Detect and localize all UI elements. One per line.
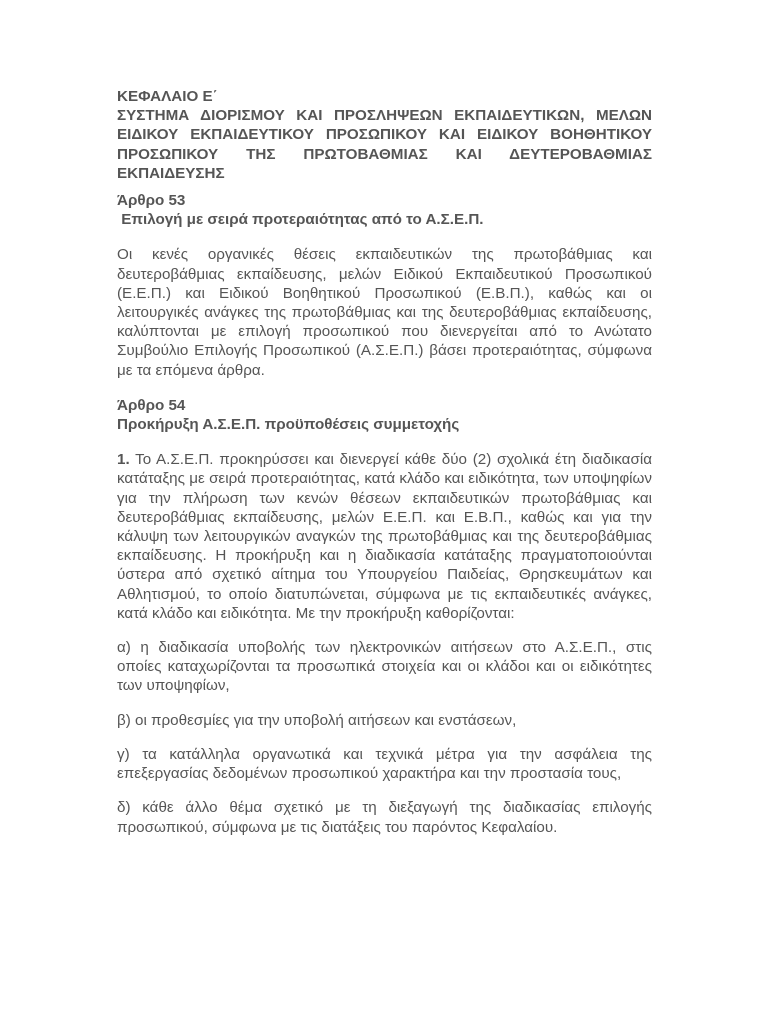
article-53-title: Επιλογή με σειρά προτεραιότητας από το Α.Σ.Ε.Π. bbox=[117, 211, 484, 229]
document-page bbox=[117, 87, 652, 852]
article-54-header bbox=[117, 396, 652, 434]
list-item-a: α) η διαδικασία υποβολής των ηλεκτρονικών αιτήσεων στο Α.Σ.Ε.Π., στις οποίες καταχωρίζονται τα προσωπικά στοιχεία και οι κλάδοι και οι ειδικότητες των υποψηφίων, bbox=[117, 639, 652, 695]
chapter-label: ΚΕΦΑΛΑΙΟ Ε΄ bbox=[117, 88, 218, 105]
article-53-body: Οι κενές οργανικές θέσεις εκπαιδευτικών της πρωτοβάθμιας και δευτεροβάθμιας εκπαίδευσης, μελών Ειδικού Εκπαιδευτικού Προσωπικού (Ε.Ε.Π.) και Ειδικού Βοηθητικού Προσωπικού (Ε.Β.Π.), καθώς και οι λειτουργικές ανάγκες της πρωτοβάθμιας και της δευτεροβάθμιας εκπαίδευσης, καλύπτονται με επιλογή προσωπικού που διενεργείται από το Ανώτατο Συμβούλιο Επιλογής Προσωπικού (Α.Σ.Ε.Π.) βάσει προτεραιότητας, σύμφωνα με τα επόμενα άρθρα. bbox=[117, 246, 652, 379]
article-54-paragraph-1 bbox=[117, 450, 652, 623]
article-53-number: Άρθρο 53 bbox=[117, 192, 186, 210]
chapter-header bbox=[117, 87, 652, 183]
chapter-title: ΣΥΣΤΗΜΑ ΔΙΟΡΙΣΜΟΥ ΚΑΙ ΠΡΟΣΛΗΨΕΩΝ ΕΚΠΑΙΔΕΥΤΙΚΩΝ, ΜΕΛΩΝ ΕΙΔΙΚΟΥ ΕΚΠΑΙΔΕΥΤΙΚΟΥ ΠΡΟΣΩΠΙΚΟΥ ΚΑΙ ΕΙΔΙΚΟΥ ΒΟΗΘΗΤΙΚΟΥ ΠΡΟΣΩΠΙΚΟΥ ΤΗΣ ΠΡΩΤΟΒΑΘΜΙΑΣ ΚΑΙ ΔΕΥΤΕΡΟΒΑΘΜΙΑΣ ΕΚΠΑΙΔΕΥΣΗΣ bbox=[117, 107, 652, 182]
list-item-c: γ) τα κατάλληλα οργανωτικά και τεχνικά μέτρα για την ασφάλεια της επεξεργασίας δεδομένων προσωπικού χαρακτήρα και την προστασία τους, bbox=[117, 745, 652, 783]
article-53-header bbox=[117, 191, 652, 229]
article-54-title: Προκήρυξη Α.Σ.Ε.Π. προϋποθέσεις συμμετοχής bbox=[117, 416, 460, 434]
paragraph-number: 1. bbox=[117, 451, 130, 469]
paragraph-1-text: Το Α.Σ.Ε.Π. προκηρύσσει και διενεργεί κάθε δύο (2) σχολικά έτη διαδικασία κατάταξης με σειρά προτεραιότητας, κατά κλάδο και ειδικότητα, των υποψηφίων για την πλήρωση των κενών θέσεων εκπαιδευτικών πρωτοβάθμιας και δευτεροβάθμιας εκπαίδευσης, μελών Ε.Ε.Π. και Ε.Β.Π., καθώς και για την κάλυψη των λειτουργικών αναγκών της πρωτοβάθμιας και της δευτεροβάθμιας εκπαίδευσης. Η προκήρυξη και η διαδικασία κατάταξης πραγματοποιούνται ύστερα από σχετικό αίτημα του Υπουργείου Παιδείας, Θρησκευμάτων και Αθλητισμού, το οποίο διατυπώνεται, σύμφωνα με τις εκπαιδευτικές ανάγκες, κατά κλάδο και ειδικότητα. Με την προκήρυξη καθορίζονται: bbox=[117, 451, 652, 622]
article-54-number: Άρθρο 54 bbox=[117, 396, 186, 414]
list-item-d: δ) κάθε άλλο θέμα σχετικό με τη διεξαγωγή της διαδικασίας επιλογής προσωπικού, σύμφωνα με τις διατάξεις του παρόντος Κεφαλαίου. bbox=[117, 799, 652, 836]
list-item-b: β) οι προθεσμίες για την υποβολή αιτήσεων και ενστάσεων, bbox=[117, 711, 517, 729]
